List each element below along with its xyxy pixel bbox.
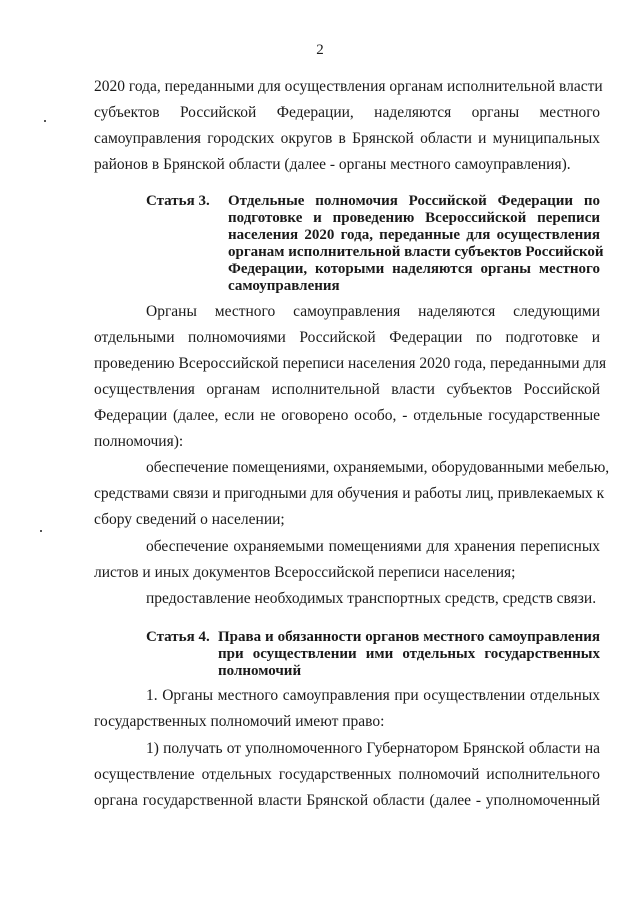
intro-line-1: 2020 года, переданными для осуществления органам исполнительной власти xyxy=(94,78,603,95)
article-4-para2-line: 1) получать от уполномоченного Губернатором Брянской области на xyxy=(146,740,600,757)
article-3-para2-line: обеспечение помещениями, охраняемыми, оборудованными мебелью, xyxy=(146,459,610,476)
article-3-label: Статья 3. xyxy=(146,193,210,209)
article-3-para1-line: осуществления органам исполнительной власти субъектов Российской xyxy=(94,381,600,398)
scan-mark xyxy=(44,120,46,122)
article-3-title-line: самоуправления xyxy=(228,278,340,294)
article-3-para1-line: отдельными полномочиями Российской Федерации по подготовке и xyxy=(94,329,600,346)
article-3-title-line: Федерации, которыми наделяются органы местного xyxy=(228,261,600,277)
intro-line-3: самоуправления городских округов в Брянской области и муниципальных xyxy=(94,130,600,147)
article-3-para2-line: средствами связи и пригодными для обучения и работы лиц, привлекаемых к xyxy=(94,485,605,502)
article-3-para1-line: проведению Всероссийской переписи населения 2020 года, переданными для xyxy=(94,355,607,372)
article-4-title-line: полномочий xyxy=(218,663,302,679)
intro-line-4: районов в Брянской области (далее - органы местного самоуправления). xyxy=(94,156,571,173)
scan-mark xyxy=(40,530,42,532)
article-4-para2-line: органа государственной власти Брянской области (далее - уполномоченный xyxy=(94,792,600,809)
article-3-para1-line: полномочия): xyxy=(94,433,184,450)
article-3-para4-line: предоставление необходимых транспортных средств, средств связи. xyxy=(146,590,597,607)
intro-line-2: субъектов Российской Федерации, наделяются органы местного xyxy=(94,104,600,121)
article-3-para2-line: сбору сведений о населении; xyxy=(94,511,285,528)
article-3-para3-line: обеспечение охраняемыми помещениями для хранения переписных xyxy=(146,538,600,555)
article-4-para2-line: осуществление отдельных государственных полномочий исполнительного xyxy=(94,766,600,783)
article-4-title-line: Права и обязанности органов местного самоуправления xyxy=(218,629,600,645)
article-3-title-line: подготовке и проведению Всероссийской переписи xyxy=(228,210,600,226)
article-3-para3-line: листов и иных документов Всероссийской переписи населения; xyxy=(94,564,516,581)
page-number: 2 xyxy=(316,42,324,58)
article-3-para1-line: Органы местного самоуправления наделяются следующими xyxy=(146,303,600,320)
article-3-title-line: органам исполнительной власти субъектов Российской xyxy=(228,244,604,260)
article-4-para1-line: 1. Органы местного самоуправления при осуществлении отдельных xyxy=(146,687,600,704)
article-3-title-line: Отдельные полномочия Российской Федерации по xyxy=(228,193,600,209)
article-3-title-line: населения 2020 года, переданные для осуществления xyxy=(228,227,600,243)
article-4-title-line: при осуществлении ими отдельных государственных xyxy=(218,646,600,662)
article-4-label: Статья 4. xyxy=(146,629,210,645)
article-4-para1-line: государственных полномочий имеют право: xyxy=(94,713,385,730)
article-3-para1-line: Федерации (далее, если не оговорено особо, - отдельные государственные xyxy=(94,407,600,424)
